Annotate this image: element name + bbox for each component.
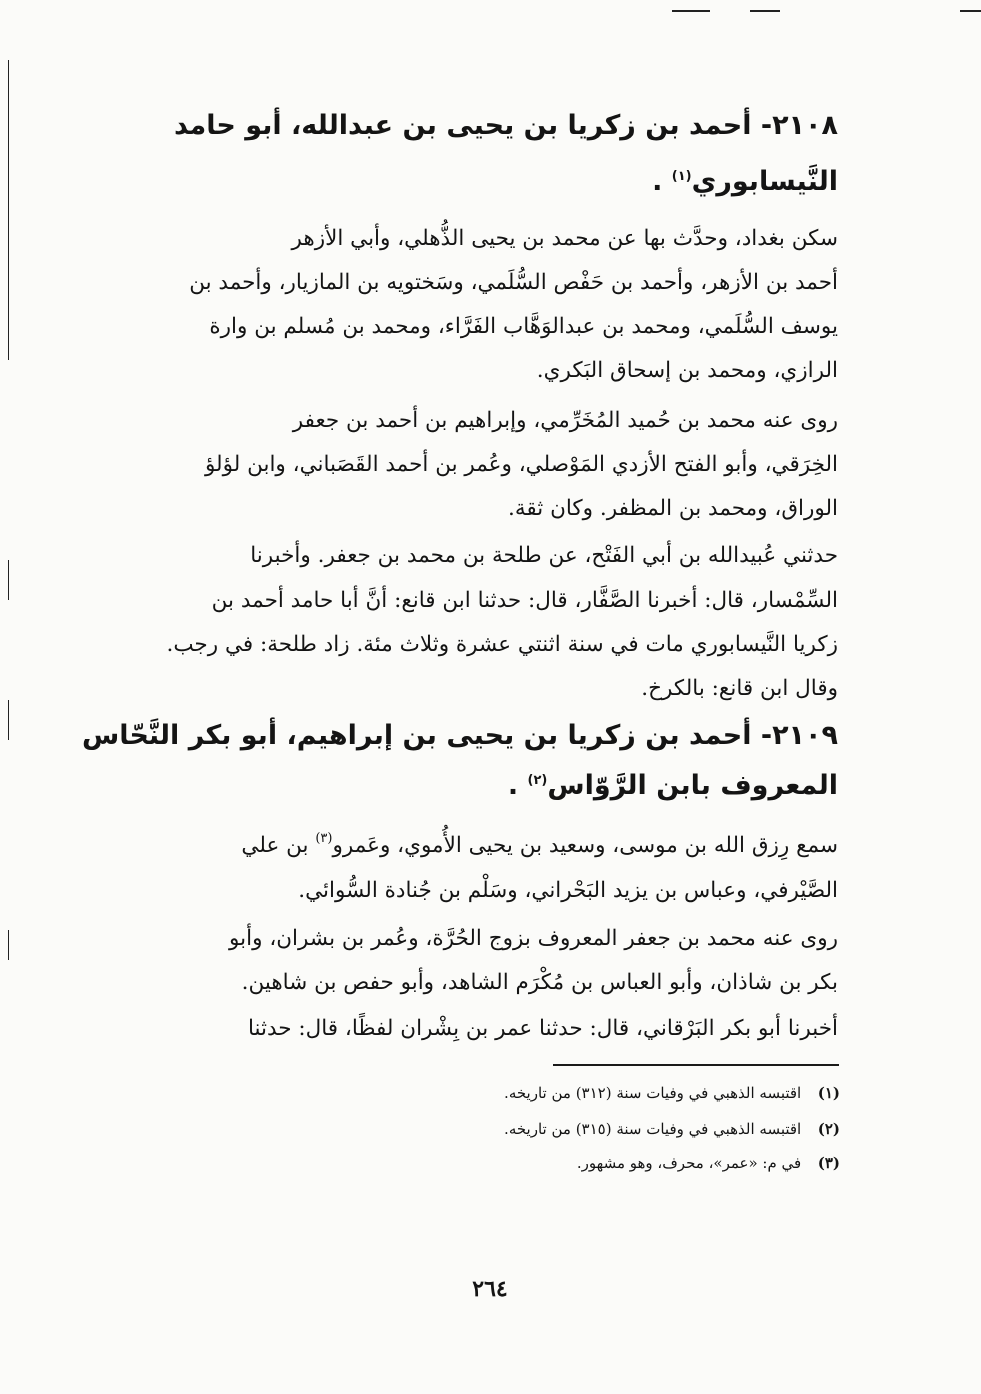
text-line: يوسف السُّلَمي، ومحمد بن عبدالوَهَّاب الفَرَّاء، ومحمد بن مُسلم بن وارة [209, 314, 838, 339]
text-segment: بن علي [241, 833, 309, 858]
text-line: حدثني عُبيدالله بن أبي الفَتْح، عن طلحة بن محمد بن جعفر. وأخبرنا [250, 543, 838, 568]
footnote-number: (٢) [817, 1120, 840, 1138]
footnote-separator [553, 1064, 839, 1066]
text-line: زكريا النَّيسابوري مات في سنة اثنتي عشرة وثلاث مئة. زاد طلحة: في رجب. [166, 632, 838, 657]
footnote-text: اقتبسه الذهبي في وفيات سنة (٣١٥) من تاريخه. [504, 1120, 802, 1138]
text-segment: سمع رِزق الله بن موسى، وسعيد بن يحيى الأُموي، وعَمرو [332, 833, 838, 858]
text-line: وقال ابن قانع: بالكرخ. [641, 676, 838, 701]
page-number: ٢٦٤ [472, 1276, 508, 1302]
footnote [300, 1086, 840, 1101]
entry-name: المعروف بابن الرَّوّاس [547, 770, 838, 801]
footnote [300, 1122, 840, 1137]
text-line: سكن بغداد، وحدَّث بها عن محمد بن يحيى الذُّهلي، وأبي الأزهر [291, 226, 838, 251]
footnote-number: (٣) [817, 1154, 840, 1172]
entry-title: ٢١٠٩- أحمد بن زكريا بن يحيى بن إبراهيم، أبو بكر النَّحّاس [82, 720, 838, 751]
entry-name: النَّيسابوري [691, 166, 838, 197]
footnote-ref: (١) [671, 169, 692, 184]
text-line: الرازي، ومحمد بن إسحاق البَكري. [536, 358, 838, 383]
text-line: بكر بن شاذان، وأبو العباس بن مُكْرَم الشاهد، وأبو حفص بن شاهين. [241, 970, 838, 995]
footnote [300, 1156, 840, 1171]
entry-title: ٢١٠٨- أحمد بن زكريا بن يحيى بن عبدالله، أبو حامد [173, 110, 838, 141]
text-line: روى عنه محمد بن حُميد المُخَرِّمي، وإبراهيم بن أحمد بن جعفر [292, 408, 838, 433]
text-line: الوراق، ومحمد بن المظفر. وكان ثقة. [508, 496, 838, 521]
entry-title-continued: المعروف بابن الرَّوّاس$^{(٢)}$ . [507, 770, 838, 801]
text-line: أحمد بن الأزهر، وأحمد بن حَفْص السُّلَمي، وسَختويه بن المازيار، وأحمد بن [189, 270, 838, 295]
footnote-text: في م: «عمر»، محرف، وهو مشهور. [576, 1154, 802, 1172]
footnote-ref: (٣) [315, 831, 333, 846]
text-line [130, 832, 838, 857]
text-line: أخبرنا أبو بكر البَرْقاني، قال: حدثنا عمر بن بِشْران لفظًا، قال: حدثنا [247, 1016, 838, 1041]
text-line: الخِرَقي، وأبو الفتح الأزدي المَوْصلي، وعُمر بن أحمد القَصَباني، وابن لؤلؤ [204, 452, 838, 477]
footnote-ref: (٢) [527, 773, 548, 788]
text-line: السِّمْسار، قال: أخبرنا الصَّفَّار، قال: حدثنا ابن قانع: أنَّ أبا حامد أحمد بن [211, 588, 838, 613]
text-line: الصَّيْرفي، وعباس بن يزيد البَحْراني، وسَلْم بن جُنادة السُّوائي. [298, 878, 838, 903]
entry-title-continued: النَّيسابوري$^{(١)}$ . [652, 166, 838, 197]
footnote-number: (١) [817, 1084, 840, 1102]
footnote-text: اقتبسه الذهبي في وفيات سنة (٣١٢) من تاريخه. [504, 1084, 802, 1102]
text-line: روى عنه محمد بن جعفر المعروف بزوج الحُرَّة، وعُمر بن بشران، وأبو [229, 926, 838, 951]
